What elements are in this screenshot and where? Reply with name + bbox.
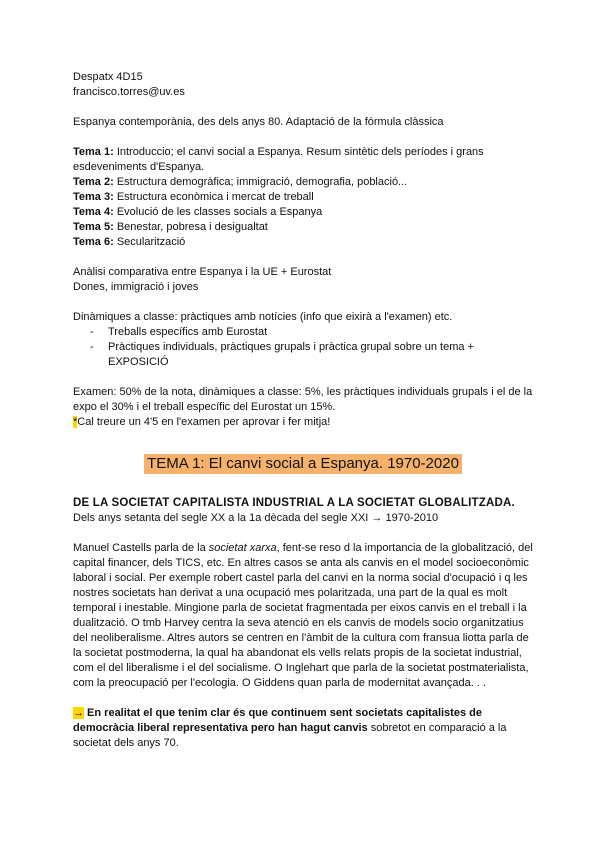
topic-item — [73, 220, 533, 235]
topic-item — [73, 235, 533, 250]
topic-label: Tema 5: — [73, 221, 114, 233]
body-paragraph — [73, 541, 533, 691]
conclusion-text: sobretot en comparació a la societat dels anys 70. — [73, 722, 507, 749]
topic-text: Evolució de les classes socials a Espanya — [113, 206, 323, 218]
exam-note-text: Cal treure un 4'5 en l'examen per aprovar i fer mitja! — [77, 416, 331, 428]
conclusion-paragraph — [73, 706, 533, 751]
paragraph-text: , fent-se reso d la importancia de la globalització, del capital financer, dels TICS, etc. En altres casos se anta als canvis en el model socioeconòmic laboral i social. Per exemple robert castel parla del canvi en la norma social d'ocupació i q les nostres societats han derivat a una ocupació mes polaritzada, una part de la qual es molt temporal i inestable. Mingione parla de societat fragmentada per eixos canvis en el treball i la dualització. O tmb Harvey centra la seva atenció en els canvis de models socio organitzatius del neoliberalisme. Altres autors se centren en l'àmbit de la cultura com fransua liotta parla de la societat postmoderna, la qual ha abandonat els vells relats propis de la societat industrial, com el del liberalisme i el del socialisme. O Inglehart que parla de la societat postmaterialista, com la preocupació per l'ecologia. O Giddens quan parla de modernitat avançada. . . — [73, 542, 533, 689]
section-heading: DE LA SOCIETAT CAPITALISTA INDUSTRIAL A LA SOCIETAT GLOBALITZADA. — [73, 497, 515, 509]
dynamics-list — [73, 325, 533, 370]
comparative-line: Anàlisi comparativa entre Espanya i la UE + Eurostat — [73, 266, 332, 278]
groups-line: Dones, immigració i joves — [73, 281, 199, 293]
topic-label: Tema 2: — [73, 176, 114, 188]
dash-bullet-icon: - — [90, 326, 94, 338]
topic-item — [73, 145, 533, 175]
dash-bullet-icon: - — [90, 341, 94, 353]
topic-item — [73, 175, 533, 190]
topic-text: Introduccio; el canvi social a Espanya. Resum sintètic dels períodes i grans esdeveniments d'Espanya. — [73, 146, 484, 173]
topic-list — [73, 145, 533, 250]
document-page — [73, 70, 533, 751]
topic-text: Secularització — [113, 236, 186, 248]
section-title: TEMA 1: El canvi social a Espanya. 1970-2020 — [144, 454, 462, 474]
list-item-text: Treballs específics amb Eurostat — [108, 326, 268, 338]
section-subheading: Dels anys setanta del segle XX a la 1a dècada del segle XXI → 1970-2010 — [73, 512, 439, 524]
exam-note — [73, 415, 533, 430]
course-line: Espanya contemporània, des dels anys 80. Adaptació de la fórmula clàssica — [73, 116, 444, 128]
list-item — [73, 325, 533, 340]
topic-text: Estructura demogràfica; immigració, demografia, població... — [113, 176, 408, 188]
office-line: Despatx 4D15 — [73, 71, 143, 83]
arrow-icon: → — [73, 707, 84, 719]
topic-label: Tema 4: — [73, 206, 114, 218]
dynamics-intro: Dinàmiques a classe: pràctiques amb notícies (info que eixirà a l'examen) etc. — [73, 311, 453, 323]
topic-label: Tema 3: — [73, 191, 114, 203]
topic-item — [73, 190, 533, 205]
paragraph-emphasis: societat xarxa — [208, 542, 277, 554]
list-item-text: Pràctiques individuals, pràctiques grupals i pràctica grupal sobre un tema + EXPOSICIÓ — [108, 341, 474, 368]
topic-text: Benestar, pobresa i desigualtat — [113, 221, 268, 233]
topic-item — [73, 205, 533, 220]
conclusion-bold: En realitat el que tenim clar és que continuem sent societats capitalistes de democràcia liberal representativa pero han hagut canvis — [73, 707, 482, 734]
topic-label: Tema 6: — [73, 236, 114, 248]
topic-label: Tema 1: — [73, 146, 114, 158]
topic-text: Estructura econòmica i mercat de treball — [113, 191, 314, 203]
section-title-wrap — [73, 454, 533, 474]
exam-paragraph: Examen: 50% de la nota, dinàmiques a classe: 5%, les pràctiques individuals grupals i el de la expo el 30% i el treball específic del Eurostat un 15%. — [73, 386, 533, 413]
highlighted-star: * — [73, 416, 78, 428]
email-line: francisco.torres@uv.es — [73, 86, 185, 98]
paragraph-text: Manuel Castells parla de la — [73, 542, 209, 554]
list-item — [73, 340, 533, 370]
